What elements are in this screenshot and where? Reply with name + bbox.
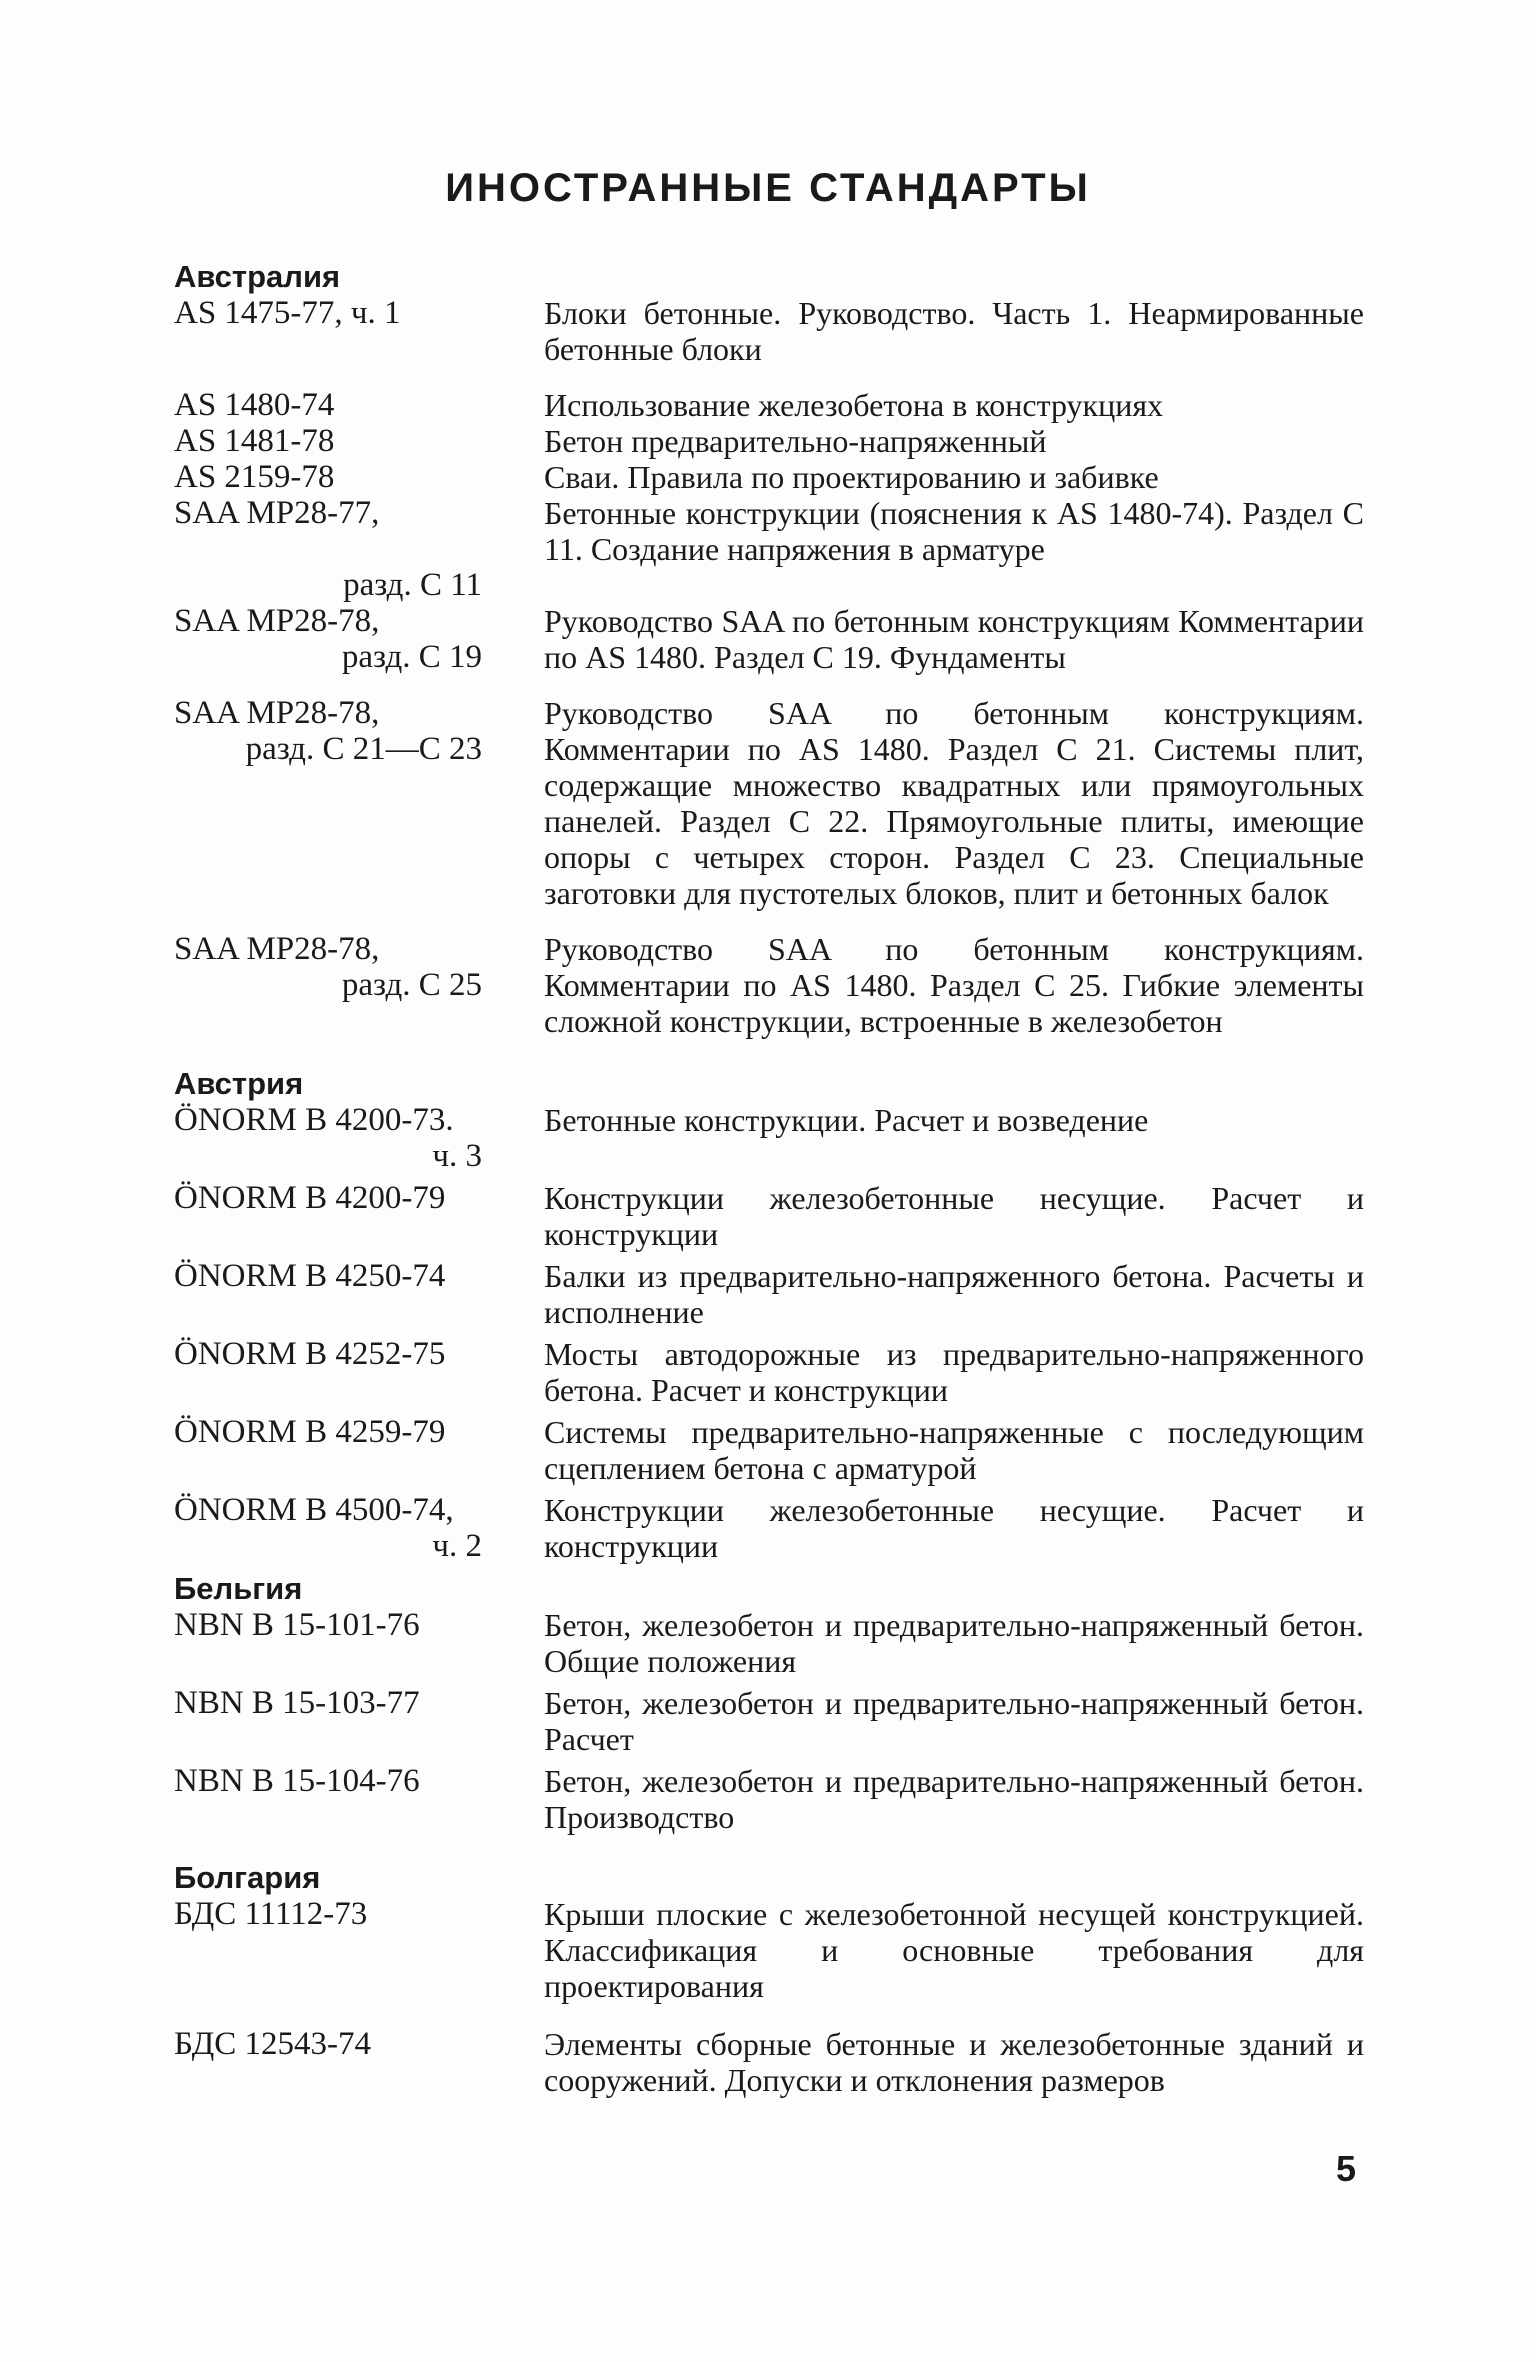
standard-code-part: разд. С 25 xyxy=(341,967,482,1003)
standard-description: Системы предварительно-напряженные с последующим сцеплением бетона с арматурой xyxy=(544,1414,1364,1486)
standard-description: Руководство SAA по бетонным конструкциям. Комментарии по AS 1480. Раздел С 21. Системы плит, содержащие множество квадратных или прямоугольных панелей. Раздел С 22. Прямоугольные плиты, имеющие опоры с четырех сторон. Раздел С 23. Специальные заготовки для пустотелых блоков, плит и бетонных балок xyxy=(544,695,1364,911)
standard-description: Сваи. Правила по проектированию и забивке xyxy=(544,459,1159,495)
standard-entry xyxy=(174,1102,1364,1174)
standard-entry xyxy=(174,459,1364,495)
standard-entry xyxy=(174,1336,1364,1408)
standard-code-main: БДС 12543-74 xyxy=(174,2026,371,2062)
standard-code-main: ÖNORM B 4252-75 xyxy=(174,1336,446,1372)
standard-entry xyxy=(174,1763,1364,1835)
standard-code xyxy=(174,1414,544,1486)
standard-code xyxy=(174,1258,544,1330)
standard-description: Бетонные конструкции. Расчет и возведение xyxy=(544,1102,1149,1138)
standard-code-main: NBN B 15-104-76 xyxy=(174,1763,420,1799)
standard-description: Мосты автодорожные из предварительно-напряженного бетона. Расчет и конструкции xyxy=(544,1336,1364,1408)
page-number: 5 xyxy=(1335,2148,1356,2189)
standard-entry xyxy=(174,603,1364,675)
standard-entry xyxy=(174,295,1364,367)
standard-description: Бетон, железобетон и предварительно-напряженный бетон. Расчет xyxy=(544,1685,1364,1757)
standard-code-part xyxy=(174,531,534,567)
standard-code-main: ÖNORM B 4200-79 xyxy=(174,1180,446,1216)
standard-entry xyxy=(174,1607,1364,1679)
standard-code-main: ÖNORM B 4200-73. xyxy=(174,1102,454,1138)
standard-entry xyxy=(174,1414,1364,1486)
standard-entry xyxy=(174,423,1364,459)
standard-entry xyxy=(174,2026,1364,2098)
standard-description: Руководство SAA по бетонным конструкциям Комментарии по AS 1480. Раздел С 19. Фундаменты xyxy=(544,603,1364,675)
standard-description: Блоки бетонные. Руководство. Часть 1. Неармированные бетонные блоки xyxy=(544,295,1364,367)
standard-code xyxy=(174,931,544,1039)
standard-code-part: ч. 2 xyxy=(432,1528,482,1564)
standard-description: Руководство SAA по бетонным конструкциям. Комментарии по AS 1480. Раздел С 25. Гибкие элементы сложной конструкции, встроенные в железобетон xyxy=(544,931,1364,1039)
standard-code xyxy=(174,459,544,495)
standard-code-main: AS 1481-78 xyxy=(174,423,335,459)
country-heading: Австрия xyxy=(174,1066,304,1101)
standard-code xyxy=(174,387,544,423)
standard-code-part: разд. С 21—С 23 xyxy=(245,731,482,767)
standard-code-part: ч. 3 xyxy=(432,1138,482,1174)
standard-code xyxy=(174,2026,544,2098)
standard-code-main: ÖNORM B 4250-74 xyxy=(174,1258,446,1294)
standard-code xyxy=(174,1763,544,1835)
standards-list xyxy=(174,258,1364,2098)
standard-entry xyxy=(174,1896,1364,2004)
standard-code xyxy=(174,1492,544,1564)
standard-code-part: разд. С 19 xyxy=(341,639,482,675)
standard-code-main: AS 1480-74 xyxy=(174,387,335,423)
standard-code-main: SAA MP28-78, xyxy=(174,931,380,967)
standard-description: Крыши плоские с железобетонной несущей конструкцией. Классификация и основные требования для проектирования xyxy=(544,1896,1364,2004)
standard-code xyxy=(174,1102,544,1174)
standard-entry xyxy=(174,1180,1364,1252)
standard-code-main: SAA MP28-78, xyxy=(174,603,380,639)
standard-description: Балки из предварительно-напряженного бетона. Расчеты и исполнение xyxy=(544,1258,1364,1330)
country-heading: Австралия xyxy=(174,259,341,294)
standard-entry xyxy=(174,387,1364,423)
standard-description: Конструкции железобетонные несущие. Расчет и конструкции xyxy=(544,1180,1364,1252)
standard-description: Бетонные конструкции (пояснения к AS 1480-74). Раздел С 11. Создание напряжения в арматуре xyxy=(544,495,1364,567)
standard-code-main: NBN B 15-103-77 xyxy=(174,1685,420,1721)
standard-code-main: ÖNORM B 4500-74, xyxy=(174,1492,454,1528)
standard-code-main: NBN B 15-101-76 xyxy=(174,1607,420,1643)
standard-code xyxy=(174,495,544,603)
standard-entry xyxy=(174,1685,1364,1757)
standard-code xyxy=(174,695,544,911)
standard-description: Бетон, железобетон и предварительно-напряженный бетон. Производство xyxy=(544,1763,1364,1835)
standard-code-main: SAA MP28-77, xyxy=(174,495,380,531)
standard-description: Конструкции железобетонные несущие. Расчет и конструкции xyxy=(544,1492,1364,1564)
standard-entry xyxy=(174,1492,1364,1564)
standard-entry xyxy=(174,931,1364,1039)
standard-entry xyxy=(174,1258,1364,1330)
standard-code xyxy=(174,1896,544,2004)
page-title: ИНОСТРАННЫЕ СТАНДАРТЫ xyxy=(445,166,1091,210)
standard-code xyxy=(174,1685,544,1757)
standard-description: Бетон, железобетон и предварительно-напряженный бетон. Общие положения xyxy=(544,1607,1364,1679)
standard-code-main: БДС 11112-73 xyxy=(174,1896,368,1932)
standard-entry xyxy=(174,695,1364,911)
standard-code-main: AS 2159-78 xyxy=(174,459,335,495)
standard-entry xyxy=(174,495,1364,603)
standard-code xyxy=(174,1336,544,1408)
standard-code-part: разд. С 11 xyxy=(343,567,482,603)
country-heading: Бельгия xyxy=(174,1571,303,1606)
standard-code xyxy=(174,603,544,675)
standard-description: Бетон предварительно-напряженный xyxy=(544,423,1047,459)
standard-code xyxy=(174,423,544,459)
standard-description: Элементы сборные бетонные и железобетонные зданий и сооружений. Допуски и отклонения размеров xyxy=(544,2026,1364,2098)
standard-code-main: SAA MP28-78, xyxy=(174,695,380,731)
standard-code-main: AS 1475-77, ч. 1 xyxy=(174,295,401,331)
standard-description: Использование железобетона в конструкциях xyxy=(544,387,1164,423)
standard-code xyxy=(174,295,544,367)
country-heading: Болгария xyxy=(174,1860,321,1895)
standard-code xyxy=(174,1607,544,1679)
standard-code xyxy=(174,1180,544,1252)
standard-code-main: ÖNORM B 4259-79 xyxy=(174,1414,446,1450)
